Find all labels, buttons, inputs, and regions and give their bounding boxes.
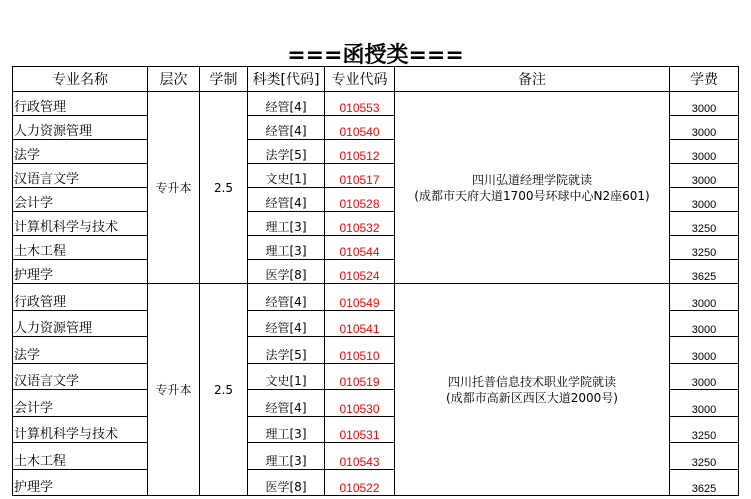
fee-cell: 3250 xyxy=(670,212,739,236)
major-code-cell: 010522 xyxy=(325,469,395,496)
category-cell: 文史[1] xyxy=(248,363,325,390)
header-fee: 学费 xyxy=(670,67,739,92)
major-name-cell: 汉语言文学 xyxy=(13,363,148,390)
fee-cell: 3000 xyxy=(670,390,739,417)
major-name-cell: 护理学 xyxy=(13,260,148,284)
major-code-cell: 010544 xyxy=(325,236,395,260)
fee-cell: 3250 xyxy=(670,443,739,470)
fee-cell: 3000 xyxy=(670,116,739,140)
major-name-cell: 计算机科学与技术 xyxy=(13,416,148,443)
note-school: 四川弘道经理学院就读 xyxy=(471,172,592,187)
major-code-cell: 010524 xyxy=(325,260,395,284)
header-duration: 学制 xyxy=(200,67,248,92)
fee-cell: 3000 xyxy=(670,363,739,390)
major-name-cell: 法学 xyxy=(13,140,148,164)
category-cell: 医学[8] xyxy=(248,260,325,284)
major-code-cell: 010528 xyxy=(325,188,395,212)
category-cell: 理工[3] xyxy=(248,236,325,260)
major-name-cell: 会计学 xyxy=(13,390,148,417)
category-cell: 法学[5] xyxy=(248,337,325,364)
category-cell: 理工[3] xyxy=(248,212,325,236)
category-cell: 理工[3] xyxy=(248,416,325,443)
major-name-cell: 行政管理 xyxy=(13,92,148,116)
fee-cell: 3000 xyxy=(670,310,739,337)
major-code-cell: 010512 xyxy=(325,140,395,164)
major-code-cell: 010553 xyxy=(325,92,395,116)
header-note: 备注 xyxy=(395,67,670,92)
fee-cell: 3000 xyxy=(670,284,739,311)
category-cell: 文史[1] xyxy=(248,164,325,188)
major-code-cell: 010517 xyxy=(325,164,395,188)
major-code-cell: 010541 xyxy=(325,310,395,337)
header-level: 层次 xyxy=(148,67,200,92)
level-cell: 专升本 xyxy=(148,284,200,496)
note-address: (成都市高新区西区大道2000号) xyxy=(446,390,618,405)
fee-cell: 3625 xyxy=(670,469,739,496)
category-cell: 法学[5] xyxy=(248,140,325,164)
note-cell xyxy=(395,92,670,284)
major-code-cell: 010531 xyxy=(325,416,395,443)
table-row xyxy=(13,92,739,116)
major-name-cell: 人力资源管理 xyxy=(13,310,148,337)
major-name-cell: 护理学 xyxy=(13,469,148,496)
fee-cell: 3250 xyxy=(670,236,739,260)
category-cell: 经管[4] xyxy=(248,310,325,337)
major-code-cell: 010519 xyxy=(325,363,395,390)
fee-cell: 3000 xyxy=(670,337,739,364)
category-cell: 经管[4] xyxy=(248,92,325,116)
program-table xyxy=(12,66,739,496)
category-cell: 经管[4] xyxy=(248,284,325,311)
major-name-cell: 计算机科学与技术 xyxy=(13,212,148,236)
duration-cell: 2.5 xyxy=(200,284,248,496)
fee-cell: 3000 xyxy=(670,140,739,164)
major-code-cell: 010530 xyxy=(325,390,395,417)
duration-cell: 2.5 xyxy=(200,92,248,284)
category-cell: 经管[4] xyxy=(248,188,325,212)
major-code-cell: 010549 xyxy=(325,284,395,311)
level-cell: 专升本 xyxy=(148,92,200,284)
category-cell: 经管[4] xyxy=(248,116,325,140)
major-name-cell: 会计学 xyxy=(13,188,148,212)
major-code-cell: 010510 xyxy=(325,337,395,364)
page-title: ===函授类=== xyxy=(287,43,464,68)
fee-cell: 3000 xyxy=(670,164,739,188)
note-address: (成都市天府大道1700号环球中心N2座601) xyxy=(414,188,650,203)
category-cell: 经管[4] xyxy=(248,390,325,417)
category-cell: 理工[3] xyxy=(248,443,325,470)
major-name-cell: 法学 xyxy=(13,337,148,364)
header-major-name: 专业名称 xyxy=(13,67,148,92)
note-cell xyxy=(395,284,670,496)
table-row xyxy=(13,284,739,311)
major-name-cell: 行政管理 xyxy=(13,284,148,311)
fee-cell: 3000 xyxy=(670,92,739,116)
major-code-cell: 010543 xyxy=(325,443,395,470)
fee-cell: 3250 xyxy=(670,416,739,443)
fee-cell: 3000 xyxy=(670,188,739,212)
major-name-cell: 土木工程 xyxy=(13,443,148,470)
fee-cell: 3625 xyxy=(670,260,739,284)
major-code-cell: 010540 xyxy=(325,116,395,140)
major-code-cell: 010532 xyxy=(325,212,395,236)
major-name-cell: 汉语言文学 xyxy=(13,164,148,188)
major-name-cell: 人力资源管理 xyxy=(13,116,148,140)
header-category: 科类[代码] xyxy=(248,67,325,92)
category-cell: 医学[8] xyxy=(248,469,325,496)
note-school: 四川托普信息技术职业学院就读 xyxy=(447,374,616,389)
major-name-cell: 土木工程 xyxy=(13,236,148,260)
header-major-code: 专业代码 xyxy=(325,67,395,92)
header-row xyxy=(13,67,739,92)
